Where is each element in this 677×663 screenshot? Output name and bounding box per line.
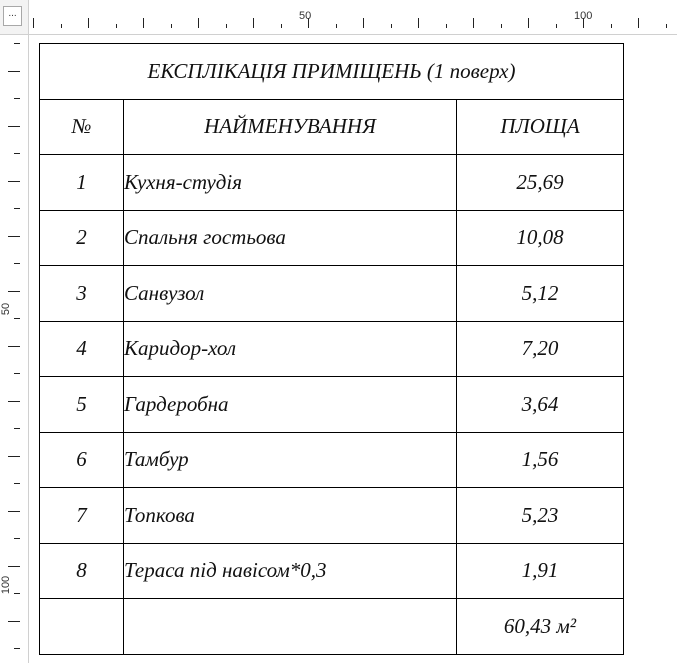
row-number: 3 — [40, 266, 124, 322]
header-number: № — [40, 99, 124, 155]
row-number: 4 — [40, 321, 124, 377]
row-name: Топкова — [124, 488, 457, 544]
row-number: 8 — [40, 543, 124, 599]
row-name: Тераса під навісом*0,3 — [124, 543, 457, 599]
table-row — [40, 210, 624, 266]
ruler-label-100: 100 — [574, 10, 593, 22]
room-explication-table — [39, 43, 624, 655]
table-row — [40, 266, 624, 322]
row-area: 1,56 — [457, 432, 624, 488]
ruler-label-50: 50 — [299, 10, 312, 22]
total-name-cell — [124, 599, 457, 655]
ruler-label-v100: 100 — [0, 575, 13, 595]
row-area: 1,91 — [457, 543, 624, 599]
header-name: НАЙМЕНУВАННЯ — [124, 99, 457, 155]
row-name: Спальня гостьова — [124, 210, 457, 266]
vertical-ruler[interactable] — [0, 35, 29, 663]
vertical-ruler-ticks — [0, 35, 28, 663]
table-title: ЕКСПЛІКАЦІЯ ПРИМІЩЕНЬ (1 поверх) — [40, 44, 624, 100]
table-row — [40, 321, 624, 377]
row-number: 6 — [40, 432, 124, 488]
row-name: Санвузол — [124, 266, 457, 322]
row-name: Тамбур — [124, 432, 457, 488]
row-area: 7,20 — [457, 321, 624, 377]
table-row — [40, 432, 624, 488]
row-area: 3,64 — [457, 377, 624, 433]
header-area: ПЛОЩА — [457, 99, 624, 155]
row-name: Гардеробна — [124, 377, 457, 433]
row-number: 1 — [40, 155, 124, 211]
row-area: 10,08 — [457, 210, 624, 266]
table-total-row — [40, 599, 624, 655]
horizontal-ruler[interactable] — [29, 0, 677, 35]
table-row — [40, 488, 624, 544]
table-header-row — [40, 99, 624, 155]
table-title-row — [40, 44, 624, 100]
row-area: 5,23 — [457, 488, 624, 544]
row-number: 2 — [40, 210, 124, 266]
row-area: 5,12 — [457, 266, 624, 322]
ruler-label-v50: 50 — [0, 302, 13, 316]
total-area: 60,43 м² — [457, 599, 624, 655]
document-canvas — [29, 35, 677, 663]
table-row — [40, 543, 624, 599]
ruler-corner — [0, 0, 29, 35]
row-number: 5 — [40, 377, 124, 433]
row-name: Кухня-студія — [124, 155, 457, 211]
ruler-options-button[interactable]: ... — [3, 6, 22, 26]
row-number: 7 — [40, 488, 124, 544]
table-row — [40, 155, 624, 211]
row-name: Каридор-хол — [124, 321, 457, 377]
total-number-cell — [40, 599, 124, 655]
table-row — [40, 377, 624, 433]
row-area: 25,69 — [457, 155, 624, 211]
